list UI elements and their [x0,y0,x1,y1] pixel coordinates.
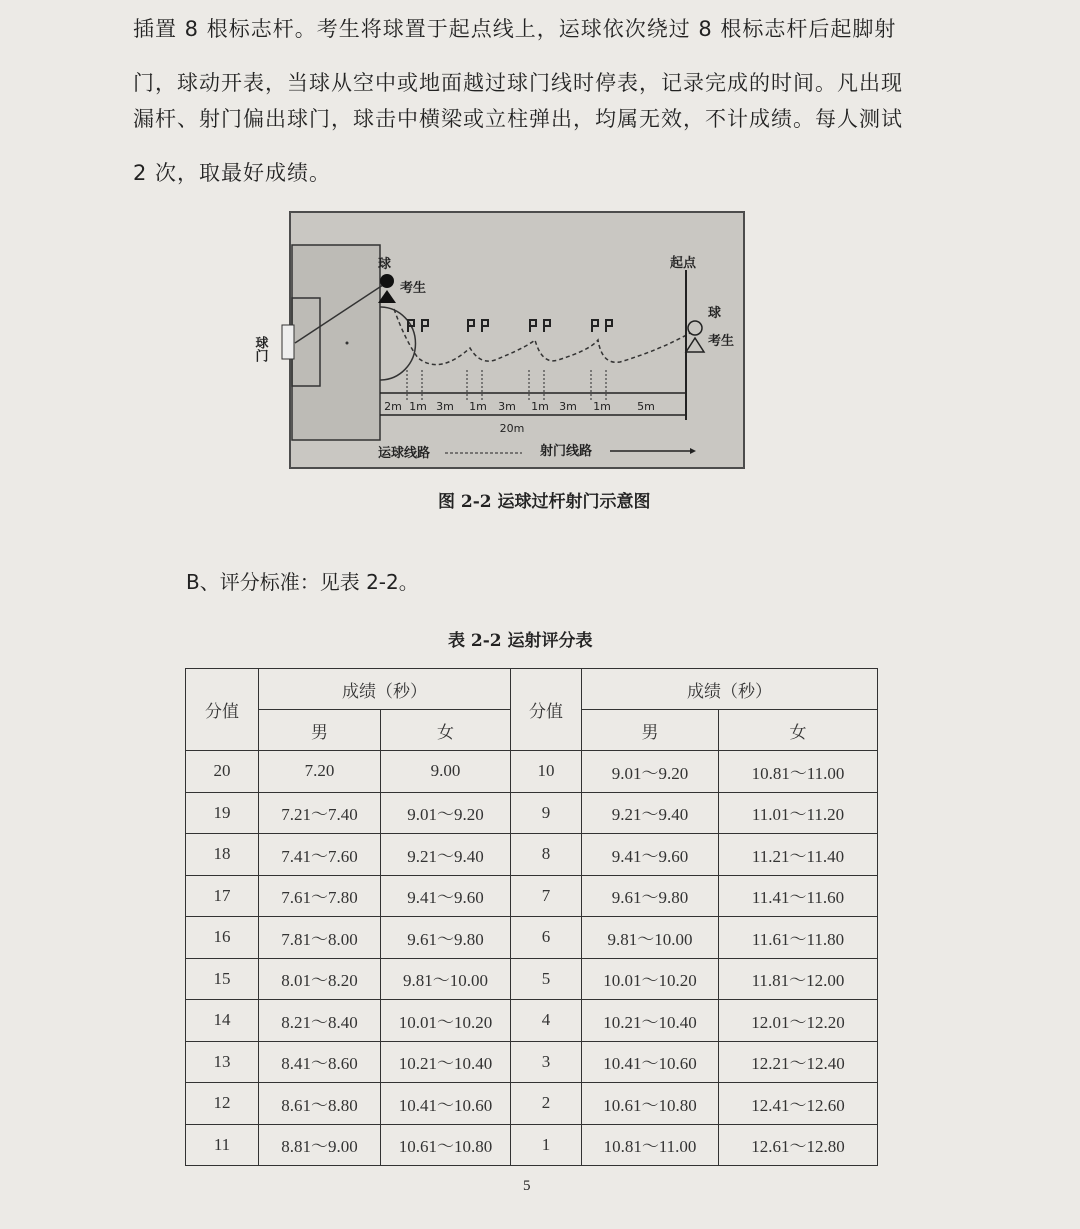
table-cell: 8.41～8.60 [259,1041,381,1083]
table-cell: 3 [511,1041,582,1083]
table-cell: 8.81～9.00 [259,1124,381,1166]
page-number: 5 [523,1178,531,1194]
table-cell: 9.21～9.40 [582,792,719,834]
label-ball-start: 球 [708,306,722,321]
table-row [186,1083,878,1125]
table-cell: 7.81～8.00 [259,917,381,959]
header-male: 男 [582,710,719,751]
table-cell: 12.61～12.80 [719,1124,878,1166]
table-caption: 表 2-2 运射评分表 [448,631,593,651]
dribble-shoot-diagram [252,210,746,470]
header-result: 成绩（秒） [582,669,878,710]
table-row [186,834,878,876]
table-cell: 10.01～10.20 [582,958,719,1000]
label-student-start: 考生 [708,334,735,349]
table-cell: 9.01～9.20 [582,751,719,793]
label-ball: 球 [378,257,392,272]
table-cell: 8 [511,834,582,876]
distance-label: 1m [531,400,549,413]
table-cell: 7 [511,875,582,917]
table-row [186,917,878,959]
table-cell: 10.21～10.40 [582,1000,719,1042]
table-row [186,1000,878,1042]
table-row [186,1124,878,1166]
body-text-line: 门，球动开表，当球从空中或地面越过球门线时停表，记录完成的时间。凡出现 [133,71,903,95]
table-cell: 10.41～10.60 [381,1083,511,1125]
table-cell: 5 [511,958,582,1000]
table-cell: 10.81～11.00 [719,751,878,793]
scoring-table [185,668,878,1166]
table-cell: 11.41～11.60 [719,875,878,917]
table-cell: 6 [511,917,582,959]
table-cell: 9.81～10.00 [381,958,511,1000]
goal [282,325,294,359]
distance-label: 3m [559,400,577,413]
total-distance-label: 20m [499,422,525,435]
label-goal: 球门 [252,336,268,362]
distance-label: 2m [384,400,402,413]
table-cell: 8.61～8.80 [259,1083,381,1125]
table-cell: 10.61～10.80 [582,1083,719,1125]
distance-label: 3m [498,400,516,413]
table-row [186,792,878,834]
table-cell: 7.21～7.40 [259,792,381,834]
ball-icon [380,274,394,288]
table-cell: 17 [186,875,259,917]
table-cell: 10.81～11.00 [582,1124,719,1166]
table-cell: 10.61～10.80 [381,1124,511,1166]
table-cell: 11.21～11.40 [719,834,878,876]
header-male: 男 [259,710,381,751]
distance-label: 1m [409,400,427,413]
table-cell: 11.01～11.20 [719,792,878,834]
table-cell: 13 [186,1041,259,1083]
table-cell: 16 [186,917,259,959]
table-cell: 12.01～12.20 [719,1000,878,1042]
table-cell: 2 [511,1083,582,1125]
table-row [186,751,878,793]
table-cell: 18 [186,834,259,876]
distance-label: 1m [593,400,611,413]
table-cell: 15 [186,958,259,1000]
table-row [186,875,878,917]
table-cell: 20 [186,751,259,793]
label-student: 考生 [400,281,427,296]
body-text-line: 漏杆、射门偏出球门，球击中横梁或立柱弹出，均属无效，不计成绩。每人测试 [133,107,903,131]
table-cell: 10 [511,751,582,793]
table-cell: 4 [511,1000,582,1042]
body-text-line: 插置 8 根标志杆。考生将球置于起点线上，运球依次绕过 8 根标志杆后起脚射 [133,17,897,41]
header-female: 女 [381,710,511,751]
table-cell: 12.41～12.60 [719,1083,878,1125]
table-cell: 11.61～11.80 [719,917,878,959]
table-cell: 10.21～10.40 [381,1041,511,1083]
table-cell: 7.41～7.60 [259,834,381,876]
table-cell: 1 [511,1124,582,1166]
table-cell: 9.21～9.40 [381,834,511,876]
table-cell: 8.01～8.20 [259,958,381,1000]
table-cell: 10.01～10.20 [381,1000,511,1042]
table-cell: 9 [511,792,582,834]
distance-label: 1m [469,400,487,413]
table-cell: 14 [186,1000,259,1042]
table-cell: 9.00 [381,751,511,793]
table-cell: 9.41～9.60 [381,875,511,917]
table-cell: 7.20 [259,751,381,793]
header-female: 女 [719,710,878,751]
distance-label: 3m [436,400,454,413]
table-cell: 9.41～9.60 [582,834,719,876]
table-cell: 8.21～8.40 [259,1000,381,1042]
table-cell: 12 [186,1083,259,1125]
header-result: 成绩（秒） [259,669,511,710]
section-b-heading: B、评分标准：见表 2-2。 [186,570,419,594]
legend-shoot: 射门线路 [540,444,593,459]
table-cell: 7.61～7.80 [259,875,381,917]
table-cell: 9.01～9.20 [381,792,511,834]
figure-caption: 图 2-2 运球过杆射门示意图 [438,492,651,512]
table-cell: 19 [186,792,259,834]
table-row [186,958,878,1000]
distance-label: 5m [637,400,655,413]
header-score: 分值 [511,669,582,751]
table-cell: 11.81～12.00 [719,958,878,1000]
table-cell: 11 [186,1124,259,1166]
header-score: 分值 [186,669,259,751]
label-start: 起点 [670,256,697,271]
table-cell: 10.41～10.60 [582,1041,719,1083]
legend-dribble: 运球线路 [378,446,431,461]
table-row [186,1041,878,1083]
table-cell: 9.81～10.00 [582,917,719,959]
table-cell: 9.61～9.80 [582,875,719,917]
body-text-line: 2 次，取最好成绩。 [133,161,332,185]
table-cell: 12.21～12.40 [719,1041,878,1083]
table-cell: 9.61～9.80 [381,917,511,959]
penalty-area [292,245,380,440]
